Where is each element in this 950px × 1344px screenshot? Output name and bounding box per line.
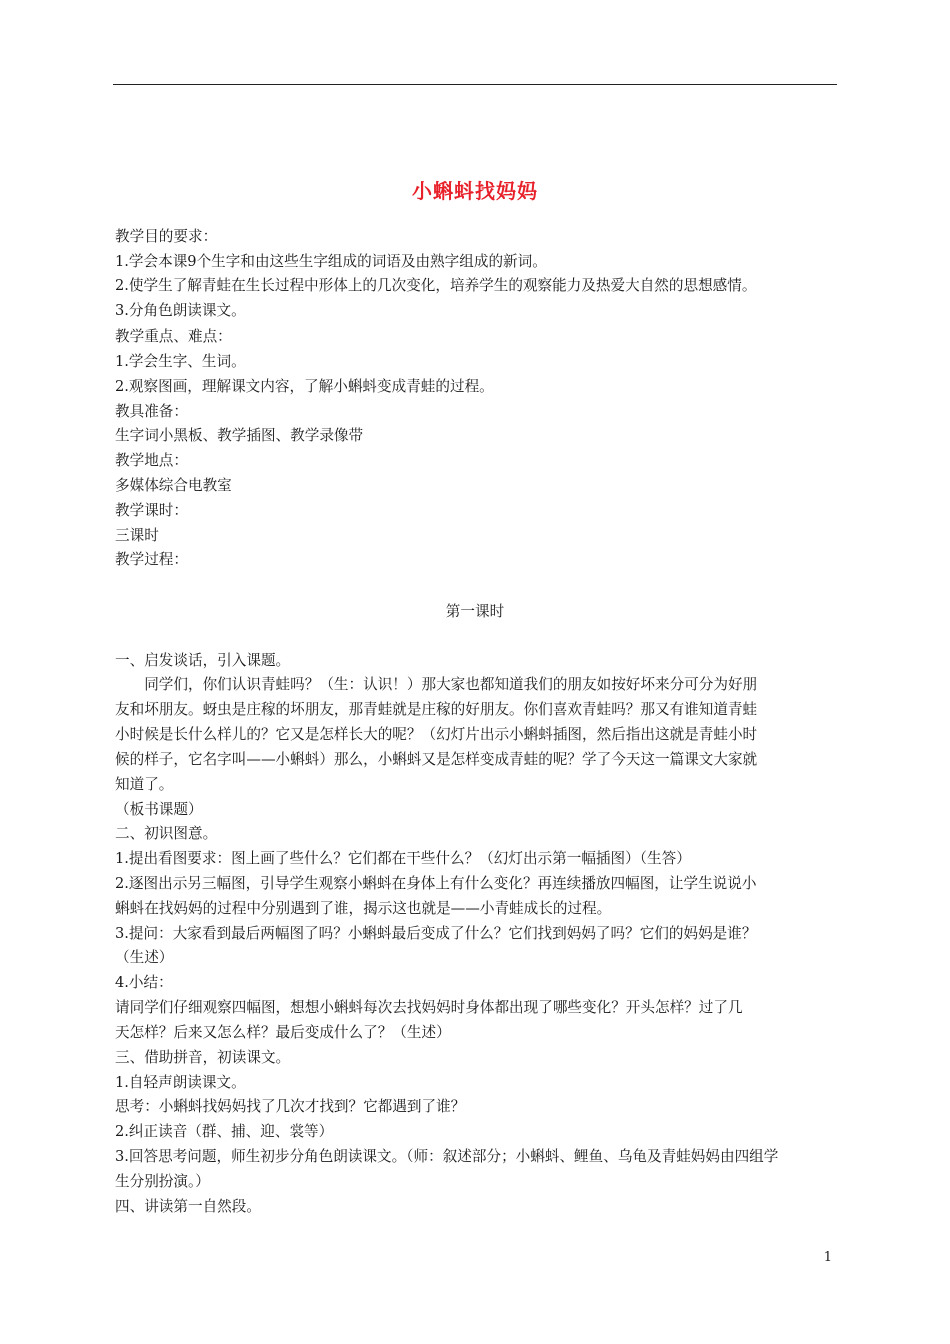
text-line: 教具准备： (115, 403, 188, 420)
document-title: 小蝌蚪找妈妈 (412, 179, 538, 203)
text-line: 3.分角色朗读课文。 (115, 302, 246, 319)
page-number: 1 (823, 1250, 832, 1265)
body-line: 3.提问：大家看到最后两幅图了吗？小蝌蚪最后变成了什么？它们找到妈妈了吗？它们的妈妈是谁？ (115, 925, 757, 942)
body-line: 2.逐图出示另三幅图，引导学生观察小蝌蚪在身体上有什么变化？再连续播放四幅图，让学生说说小 (115, 875, 757, 892)
body-line: 生分别扮演。） (115, 1173, 210, 1190)
body-line: 知道了。 (115, 776, 174, 793)
body-line: 同学们，你们认识青蛙吗？（生：认识！）那大家也都知道我们的朋友如按好坏来分可分为好朋 (115, 676, 758, 693)
text-line: 三课时 (115, 527, 159, 544)
text-line: 2.使学生了解青蛙在生长过程中形体上的几次变化，培养学生的观察能力及热爱大自然的思想感情。 (115, 277, 757, 294)
body-line: 一、启发谈话，引入课题。 (115, 652, 291, 669)
text-line: 1.学会本课9个生字和由这些生字组成的词语及由熟字组成的新词。 (115, 253, 547, 270)
text-line: 教学课时： (115, 502, 188, 519)
body-line: 四、讲读第一自然段。 (115, 1198, 261, 1215)
header-rule (113, 84, 837, 85)
body-line: 请同学们仔细观察四幅图，想想小蝌蚪每次去找妈妈时身体都出现了哪些变化？开头怎样？过了几 (115, 999, 743, 1016)
body-line: 3.回答思考问题，师生初步分角色朗读课文。（师：叙述部分；小蝌蚪、鲤鱼、乌龟及青蛙妈妈由四组学 (115, 1148, 779, 1165)
text-line: 2.观察图画，理解课文内容，了解小蝌蚪变成青蛙的过程。 (115, 378, 494, 395)
body-line: 天怎样？后来又怎么样？最后变成什么了？（生述） (115, 1024, 451, 1041)
body-line: 二、初识图意。 (115, 825, 218, 842)
text-line: 教学地点： (115, 452, 188, 469)
body-line: 候的样子，它名字叫——小蝌蚪）那么，小蝌蚪又是怎样变成青蛙的呢？学了今天这一篇课文大家就 (115, 751, 758, 768)
text-line: 教学过程： (115, 551, 188, 568)
text-line: 生字词小黑板、教学插图、教学录像带 (115, 427, 364, 444)
section-heading: 第一课时 (445, 603, 505, 620)
text-line: 教学目的要求： (115, 228, 218, 245)
body-line: 1.提出看图要求：图上画了些什么？它们都在干些什么？（幻灯出示第一幅插图）（生答） (115, 850, 691, 867)
body-line: 4.小结： (115, 974, 173, 991)
body-line: 2.纠正读音（群、捕、迎、裳等） (115, 1123, 334, 1140)
body-line: 小时候是长什么样儿的？它又是怎样长大的呢？（幻灯片出示小蝌蚪插图，然后指出这就是青蛙小时 (115, 726, 758, 743)
text-line: 1.学会生字、生词。 (115, 353, 246, 370)
body-line: （生述） (115, 949, 174, 966)
body-line: 思考：小蝌蚪找妈妈找了几次才找到？它都遇到了谁？ (115, 1098, 466, 1115)
text-line: 多媒体综合电教室 (115, 477, 232, 494)
text-line: 教学重点、难点： (115, 328, 232, 345)
body-line: （板书课题） (115, 801, 203, 818)
body-line: 蝌蚪在找妈妈的过程中分别遇到了谁，揭示这也就是——小青蛙成长的过程。 (115, 900, 612, 917)
body-line: 三、借助拼音，初读课文。 (115, 1049, 291, 1066)
body-line: 1.自轻声朗读课文。 (115, 1074, 246, 1091)
body-line: 友和坏朋友。蚜虫是庄稼的坏朋友，那青蛙就是庄稼的好朋友。你们喜欢青蛙吗？那又有谁知道青蛙 (115, 701, 758, 718)
